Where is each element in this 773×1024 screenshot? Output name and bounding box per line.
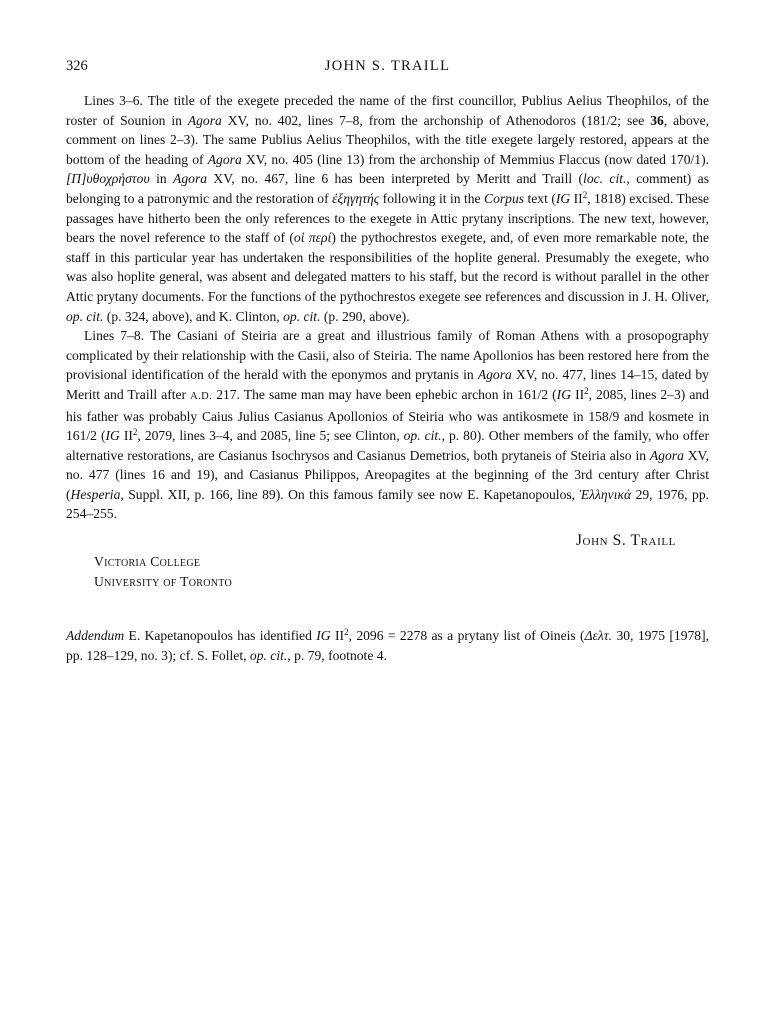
paragraph-lines-7-8: Lines 7–8. The Casiani of Steiria are a great and illustrious family of Roman Athens with a prosopography complicated by their relationship with the Casii, also of Steiria. The name Apollonios has been restored here from the provisional identification of the herald with the eponymos and prytanis in Agora XV, no. 477, lines 14–15, dated by Meritt and Traill after A.D. 217. The same man may have been ephebic archon in 161/2 (IG $II^2$, 2085, lines 2–3) and his father was probably Caius Julius Casianus Apollonios of Steiria who was antikosmete in 158/9 and kosmete in 161/2 (IG $II^2$, 2079, lines 3–4, and 2085, line 5; see Clinton, op. cit., p. 80). Other members of the family, who offer alternative restorations, are Casianus Isochrysos and Casianus Demetrios, both prytaneis of Steiria also in Agora XV, no. 477 (lines 16 and 19), and Casianus Philippos, Areopagites at the beginning of the 3rd century after Christ (Hesperia, Suppl. XII, p. 166, line 89). On this famous family see now E. Kapetanopoulos, Ἑλληνικά 29, 1976, pp. 254–255.	[66, 328, 710, 522]
page-header	[66, 58, 709, 78]
affiliation-line: University of Toronto	[94, 573, 233, 589]
author-affiliation	[94, 552, 232, 591]
running-head: JOHN S. TRAILL	[324, 58, 451, 74]
addendum: Addendum E. Kapetanopoulos has identified IG $II^2$, 2096 = 2278 as a prytany list of Oineis (Δελτ. 30, 1975 [1978], pp. 128–129, no. 3); cf. S. Follet, op. cit., p. 79, footnote 4.	[66, 627, 710, 663]
article-body	[66, 91, 709, 524]
paragraph-lines-3-6: Lines 3–6. The title of the exegete preceded the name of the first councillor, Publius Aelius Theophilos, of the roster of Sounion in Agora XV, no. 402, lines 7–8, from the archonship of Athenodoros (181/2; see 36, above, comment on lines 2–3). The same Publius Aelius Theophilos, with the title exegete largely restored, appears at the bottom of the heading of Agora XV, no. 405 (line 13) from the archonship of Memmius Flaccus (now dated 170/1). [Π]υθοχρήστου in Agora XV, no. 467, line 6 has been interpreted by Meritt and Traill (loc. cit., comment) as belonging to a patronymic and the restoration of ἐξηγητής following it in the Corpus text (IG $II^2$, 1818) excised. These passages have hitherto been the only references to the exegete in Attic prytany inscriptions. The new text, however, bears the novel reference to the staff of (οἱ περί) the pythochrestos exegete, and, of even more remarkable note, the staff in this particular year has undertaken the responsibilities of the hoplite general. Presumably the exegete, who was also hoplite general, was absent and delegated matters to his staff, but the record is without parallel in the other Attic prytany documents. For the functions of the pythochrestos exegete see references and discussion in J. H. Oliver, op. cit. (p. 324, above), and K. Clinton, op. cit. (p. 290, above).	[66, 93, 710, 324]
page-number: 326	[66, 58, 88, 74]
author-signature: John S. Traill	[575, 532, 676, 549]
affiliation-line: Victoria College	[94, 554, 201, 569]
